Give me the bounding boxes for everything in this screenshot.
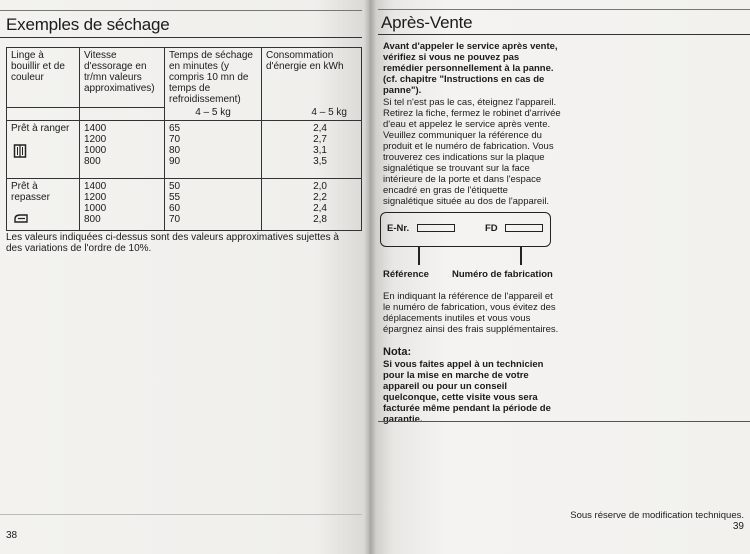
note-body: Si vous faites appel à un technicien pour la mise en marche de votre appareil ou pour un conseil quelconque, cette visite vous sera facturée même pendant la période de garantie. xyxy=(383,359,551,425)
table-header-cell xyxy=(165,48,262,108)
intro-warning: Avant d'appeler le service après vente, vérifiez si vous ne pouvez pas remédier personnellement à la panne. (cf. chapitre "Instructions en cas de panne"). xyxy=(383,41,558,96)
reference-leader-line xyxy=(418,247,420,265)
iron-dry-icon xyxy=(13,213,75,227)
table-row xyxy=(7,179,362,231)
title-top-rule xyxy=(0,10,362,11)
bottom-rule xyxy=(0,514,362,515)
time-header-text: Temps de séchage en minutes (y compris 10 mn de temps de refroidissement) xyxy=(169,50,253,105)
page-number: 39 xyxy=(732,521,744,532)
fd-label: FD xyxy=(485,223,498,234)
reference-caption: Référence xyxy=(383,269,429,280)
time-value: 65 xyxy=(169,123,181,134)
bottom-rule xyxy=(378,421,750,422)
table-header-cell xyxy=(262,48,362,108)
benefit-text: En indiquant la référence de l'appareil et le numéro de fabrication, vous évitez des déplacements inutiles et vous vous épargnez ainsi des frais supplémentaires. xyxy=(383,291,559,335)
time-value: 80 xyxy=(169,145,181,156)
rating-plate-diagram xyxy=(380,212,551,247)
time-value: 90 xyxy=(169,156,181,167)
book-gutter xyxy=(364,0,376,554)
title-underline xyxy=(378,34,750,35)
row-label: Prêt à ranger xyxy=(11,123,70,134)
table-footnote: Les valeurs indiquées ci-dessus sont des valeurs approximatives sujettes à des variations de l'ordre de 10%. xyxy=(6,232,339,254)
load-weight-energy xyxy=(262,107,362,121)
speed-cell xyxy=(80,179,165,231)
energy-value: 2,0 xyxy=(313,181,327,192)
footer-note: Sous réserve de modification techniques. xyxy=(570,510,744,521)
fabrication-field xyxy=(505,224,543,232)
energy-value: 2,2 xyxy=(313,192,327,203)
fabrication-leader-line xyxy=(520,247,522,265)
energy-cell xyxy=(262,121,362,179)
row-label-cell xyxy=(7,179,80,231)
energy-value: 2,4 xyxy=(313,123,327,134)
table-load-row xyxy=(7,107,362,121)
fabrication-caption: Numéro de fabrication xyxy=(452,269,553,280)
right-page xyxy=(370,0,750,554)
speed-value: 1200 xyxy=(84,134,107,145)
reference-field xyxy=(417,224,455,232)
energy-value: 3,5 xyxy=(313,156,327,167)
time-value: 70 xyxy=(169,214,181,225)
energy-value: 2,8 xyxy=(313,214,327,225)
speed-value: 1400 xyxy=(84,181,107,192)
time-value: 55 xyxy=(169,192,181,203)
energy-cell xyxy=(262,179,362,231)
time-cell xyxy=(165,179,262,231)
speed-value: 800 xyxy=(84,156,101,167)
time-value: 70 xyxy=(169,134,181,145)
left-page xyxy=(0,0,370,554)
time-cell xyxy=(165,121,262,179)
energy-value: 2,4 xyxy=(313,203,327,214)
note-heading: Nota: xyxy=(383,346,412,358)
energy-value: 3,1 xyxy=(313,145,327,156)
table-header-cell: Vitesse d'essorage en tr/mn valeurs approximatives) xyxy=(80,48,165,108)
load-weight-time: 4 – 5 kg xyxy=(165,107,262,121)
time-value: 50 xyxy=(169,181,181,192)
speed-value: 1000 xyxy=(84,203,107,214)
enr-label: E-Nr. xyxy=(387,223,410,234)
load-weight-energy-text: 4 – 5 kg xyxy=(311,107,347,118)
row-label: Prêt à repasser xyxy=(11,181,50,203)
title-top-rule xyxy=(378,9,750,10)
speed-value: 1000 xyxy=(84,145,107,156)
page-title: Exemples de séchage xyxy=(6,15,170,34)
intro-instructions: Si tel n'est pas le cas, éteignez l'appareil. Retirez la fiche, fermez le robinet d'arrivée d'eau et appelez le service après vente. Veuillez communiquer la référence du produit et le numéro de fabrication. Vous trouverez ces indications sur la plaque signalétique se trouvant sur la face intérieure de la porte et dans l'espace encadré en gras de l'étiquette signalétique située au dos de l'appareil. xyxy=(383,97,561,207)
speed-value: 1400 xyxy=(84,123,107,134)
energy-value: 2,7 xyxy=(313,134,327,145)
page-number: 38 xyxy=(6,530,18,541)
speed-cell xyxy=(80,121,165,179)
table-header-row xyxy=(7,48,362,108)
speed-value: 800 xyxy=(84,214,101,225)
table-row xyxy=(7,121,362,179)
row-label-cell xyxy=(7,121,80,179)
time-value: 60 xyxy=(169,203,181,214)
cupboard-dry-icon xyxy=(13,144,75,161)
energy-header-text: Consommation d'énergie en kWh xyxy=(266,50,344,72)
title-underline xyxy=(0,37,362,38)
drying-examples-table xyxy=(6,47,362,231)
table-header-cell: Linge à bouillir et de couleur xyxy=(7,48,80,108)
speed-value: 1200 xyxy=(84,192,107,203)
page-title: Après-Vente xyxy=(381,13,473,32)
